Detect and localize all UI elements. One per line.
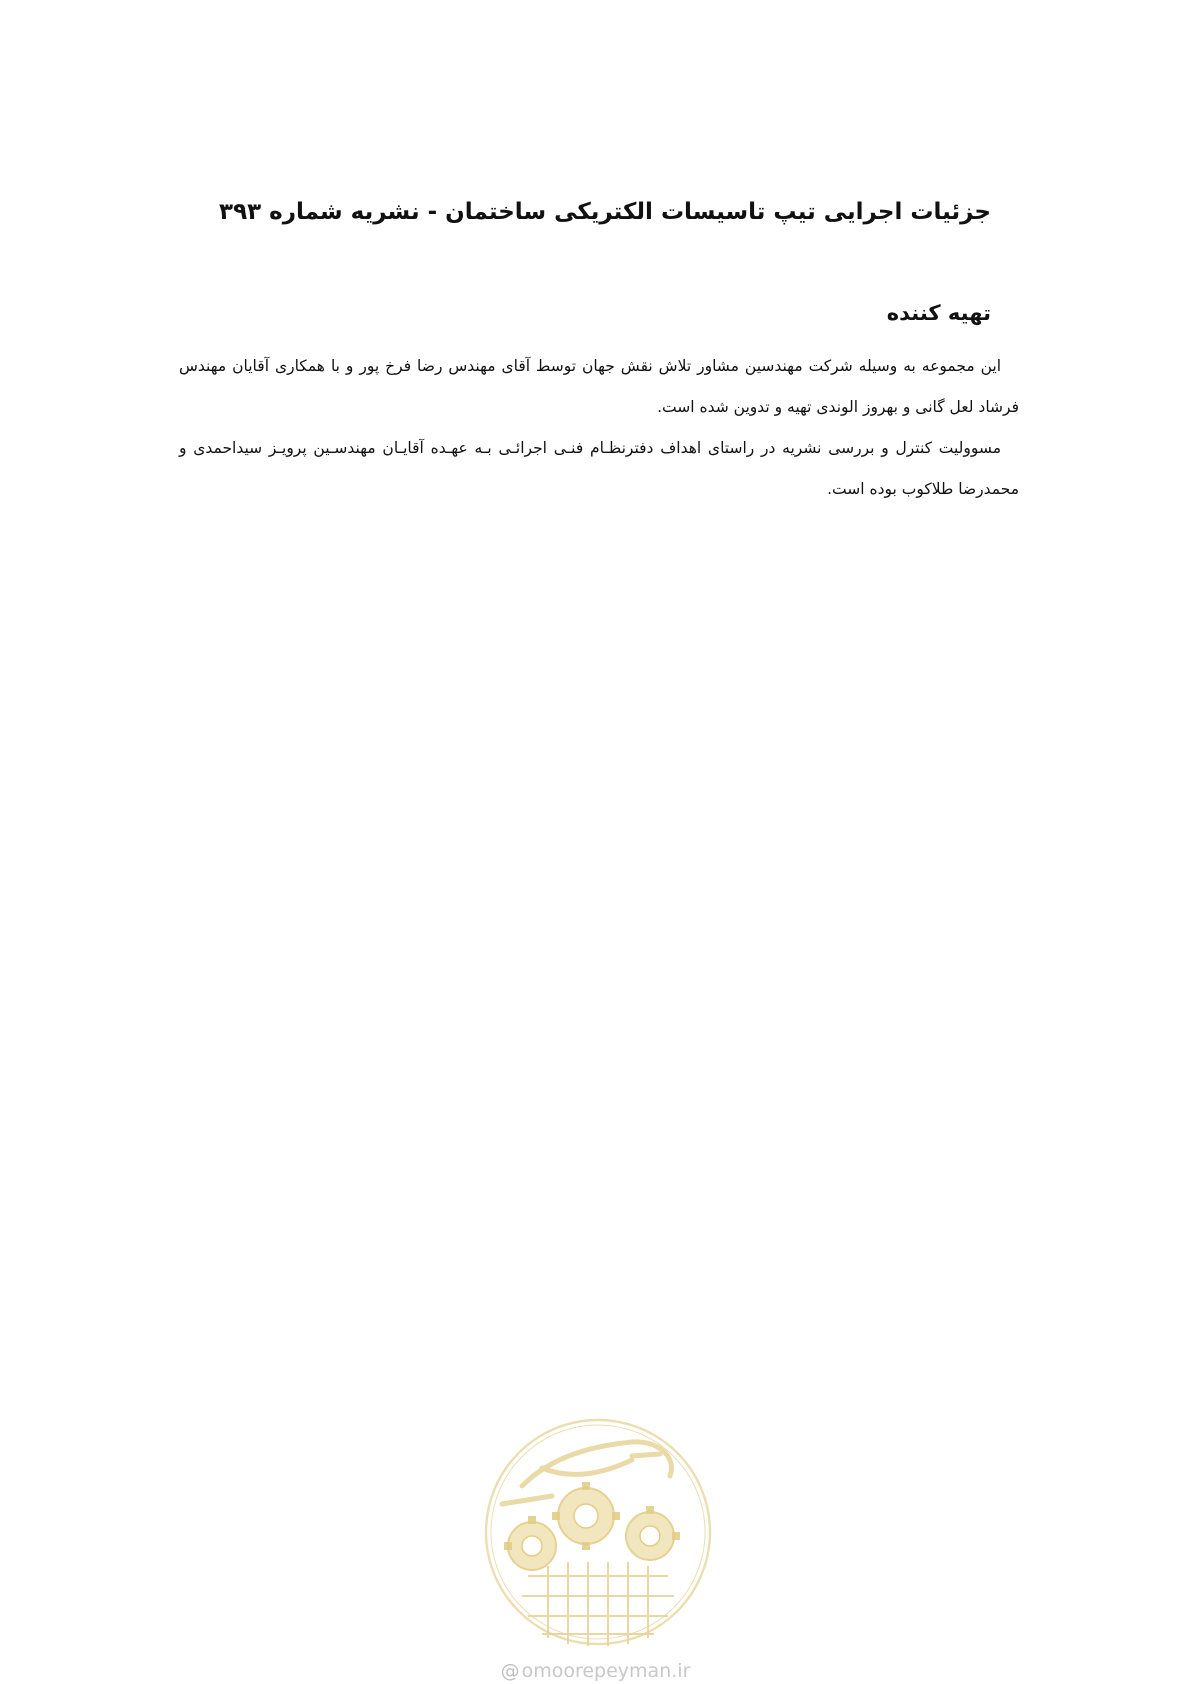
section-heading-preparer: تهیه کننده	[886, 301, 991, 325]
document-title: جزئیات اجرایی تیپ تاسیسات الکتریکی ساختمان - نشریه شماره ۳۹۳	[219, 199, 991, 225]
paragraph-preparers: این مجموعه به وسیله شرکت مهندسین مشاور تلاش نقش جهان توسط آقای مهندس رضا فرخ پور و با همکاری آقایان مهندس فرشاد لعل گانی و بهروز الوندی تهیه و تدوین شده است.	[179, 357, 1019, 416]
paragraph-supervision: مسوولیت کنترل و بررسی نشریه در راستای اهداف دفترنظـام فنـی اجرائـی بـه عهـده آقایـان مهندسـین پرویـز سیداحمدی و محمدرضا طلاکوب بوده است.	[179, 439, 1019, 498]
watermark-url-text: omoorepeyman.ir	[521, 1660, 691, 1682]
watermark-seal-icon	[482, 1416, 714, 1648]
at-icon: @	[500, 1660, 520, 1682]
watermark-url	[0, 1660, 1191, 1682]
watermark-logo	[482, 1416, 714, 1648]
